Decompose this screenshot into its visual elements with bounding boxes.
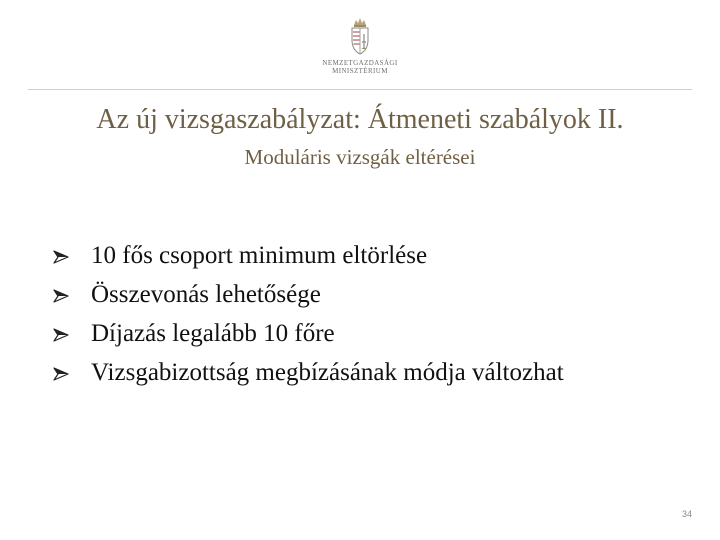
bullet-item bbox=[52, 353, 564, 392]
ministry-name-line1: NEMZETGAZDASÁGI bbox=[322, 59, 398, 67]
page-number: 34 bbox=[681, 509, 692, 519]
arrow-bullet-icon bbox=[52, 367, 70, 381]
bullet-item bbox=[52, 275, 564, 314]
arrow-bullet-icon bbox=[52, 289, 70, 303]
arrow-bullet-icon bbox=[52, 250, 70, 264]
arrow-bullet-icon bbox=[52, 328, 70, 342]
slide-subtitle: Moduláris vizsgák eltérései bbox=[244, 145, 476, 169]
ministry-logo bbox=[300, 16, 420, 82]
bullet-list bbox=[52, 236, 564, 392]
slide-title: Az új vizsgaszabályzat: Átmeneti szabályok II. bbox=[96, 104, 624, 135]
bullet-text: 10 fős csoport minimum eltörlése bbox=[91, 241, 428, 269]
bullet-item bbox=[52, 314, 564, 353]
ministry-name-line2: MINISZTÉRIUM bbox=[332, 67, 388, 75]
bullet-text: Vizsgabizottság megbízásának módja változhat bbox=[91, 358, 564, 386]
bullet-text: Összevonás lehetősége bbox=[91, 280, 321, 308]
header-divider bbox=[28, 89, 692, 90]
coat-of-arms-icon bbox=[349, 16, 371, 56]
bullet-item bbox=[52, 236, 564, 275]
bullet-text: Díjazás legalább 10 főre bbox=[91, 319, 335, 347]
